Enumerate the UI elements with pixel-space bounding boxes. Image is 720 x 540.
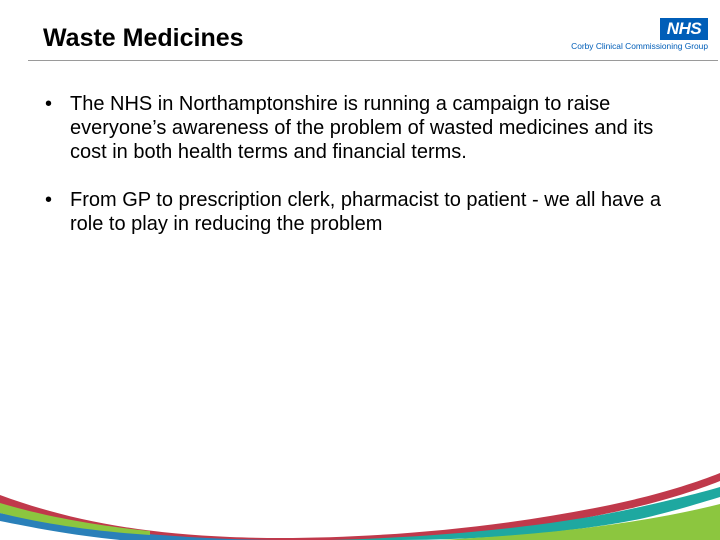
bullet-text: The NHS in Northamptonshire is running a campaign to raise everyone’s awareness of the problem of wasted medicines and its cost in both health terms and financial terms. — [70, 93, 654, 163]
title-divider — [28, 60, 718, 61]
slide-title: Waste Medicines — [43, 24, 244, 52]
bullet-text: From GP to prescription clerk, pharmacist to patient - we all have a role to play in reducing the problem — [70, 189, 661, 235]
bullet-list — [45, 92, 685, 260]
bullet-marker: • — [45, 189, 53, 211]
organisation-name: Corby Clinical Commissioning Group — [571, 41, 708, 51]
decorative-waves — [0, 455, 720, 540]
nhs-badge: NHS — [660, 18, 708, 40]
bullet-item — [45, 188, 685, 236]
bullet-item — [45, 92, 685, 164]
bullet-marker: • — [45, 93, 53, 115]
nhs-logo — [560, 18, 708, 52]
